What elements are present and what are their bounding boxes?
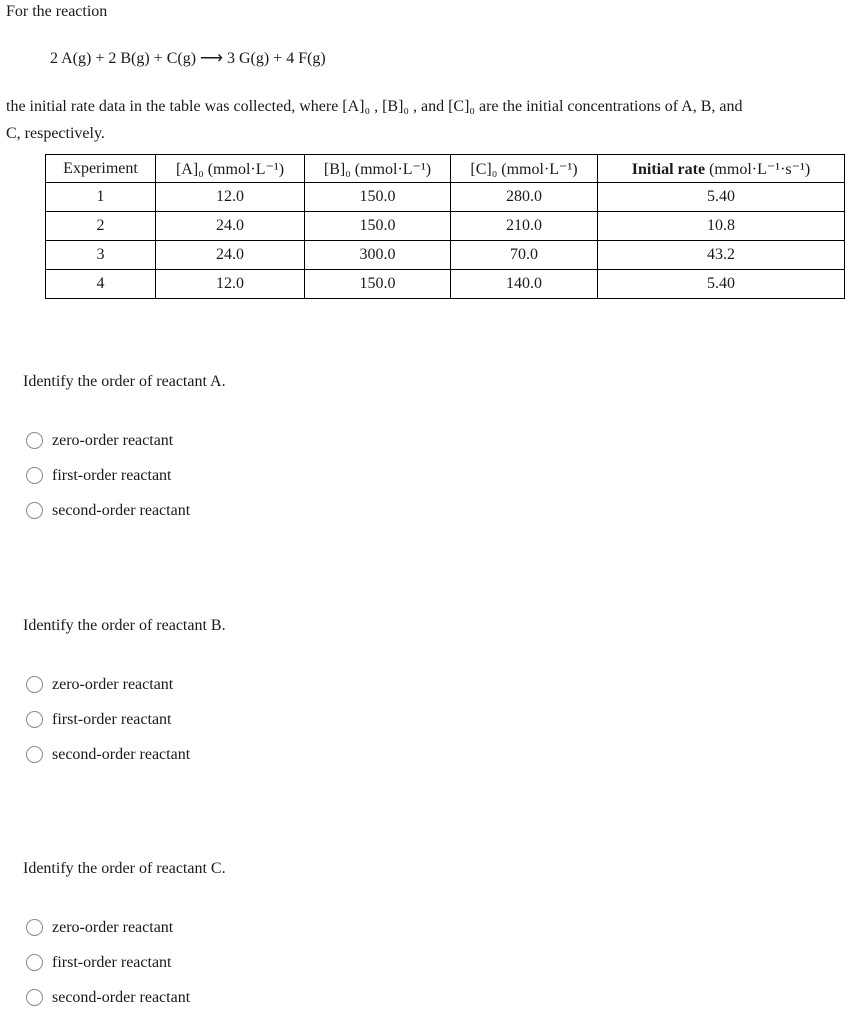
option-label: second-order reactant (52, 745, 191, 763)
option-label: zero-order reactant (52, 431, 174, 449)
cell-c: 280.0 (451, 183, 598, 212)
intro-text: For the reaction (6, 3, 108, 20)
option-label: second-order reactant (52, 988, 191, 1006)
radio-button[interactable] (26, 467, 43, 484)
question-b-prompt: Identify the order of reactant B. (23, 617, 226, 634)
radio-button[interactable] (26, 954, 43, 971)
radio-button[interactable] (26, 919, 43, 936)
description (6, 93, 856, 147)
header-initial-rate (598, 155, 845, 183)
header-rate-label: Initial rate (631, 160, 706, 178)
question-c-option-second[interactable] (26, 980, 190, 1015)
cell-experiment: 1 (46, 183, 156, 212)
radio-button[interactable] (26, 746, 43, 763)
table-row (46, 241, 845, 270)
radio-button[interactable] (26, 432, 43, 449)
header-c-concentration: [C]₀ (mmol·L⁻¹) (451, 155, 598, 183)
option-label: zero-order reactant (52, 675, 174, 693)
radio-button[interactable] (26, 502, 43, 519)
cell-a: 12.0 (156, 183, 305, 212)
question-c-option-zero[interactable] (26, 910, 190, 945)
header-experiment: Experiment (46, 155, 156, 183)
table-row (46, 270, 845, 299)
option-label: first-order reactant (52, 466, 172, 484)
cell-rate: 43.2 (598, 241, 845, 270)
table-header-row (46, 155, 845, 183)
cell-c: 210.0 (451, 212, 598, 241)
radio-button[interactable] (26, 711, 43, 728)
cell-rate: 10.8 (598, 212, 845, 241)
radio-button[interactable] (26, 989, 43, 1006)
question-b-option-first[interactable] (26, 702, 190, 737)
question-c-prompt: Identify the order of reactant C. (23, 860, 226, 877)
cell-a: 24.0 (156, 212, 305, 241)
table-row (46, 183, 845, 212)
header-a-concentration: [A]₀ (mmol·L⁻¹) (156, 155, 305, 183)
question-a-options (26, 423, 190, 528)
question-b-options (26, 667, 190, 772)
cell-b: 150.0 (305, 183, 451, 212)
option-label: first-order reactant (52, 953, 172, 971)
description-line-2: C, respectively. (6, 125, 105, 142)
option-label: first-order reactant (52, 710, 172, 728)
header-rate-unit: (mmol·L⁻¹·s⁻¹) (709, 160, 811, 178)
cell-experiment: 3 (46, 241, 156, 270)
reaction-equation: 2 A(g) + 2 B(g) + C(g) ⟶ 3 G(g) + 4 F(g) (50, 50, 326, 67)
cell-rate: 5.40 (598, 183, 845, 212)
option-label: second-order reactant (52, 501, 191, 519)
question-a-option-zero[interactable] (26, 423, 190, 458)
cell-c: 70.0 (451, 241, 598, 270)
cell-rate: 5.40 (598, 270, 845, 299)
header-b-concentration: [B]₀ (mmol·L⁻¹) (305, 155, 451, 183)
cell-b: 150.0 (305, 212, 451, 241)
cell-b: 300.0 (305, 241, 451, 270)
option-label: zero-order reactant (52, 918, 174, 936)
question-c-options (26, 910, 190, 1015)
description-line-1: the initial rate data in the table was collected, where [A]₀ , [B]₀ , and [C]₀ are the initial concentrations of A, B, and (6, 98, 743, 115)
question-b-option-second[interactable] (26, 737, 190, 772)
cell-a: 24.0 (156, 241, 305, 270)
cell-c: 140.0 (451, 270, 598, 299)
rate-data-table (45, 154, 845, 299)
radio-button[interactable] (26, 676, 43, 693)
question-a-prompt: Identify the order of reactant A. (23, 373, 226, 390)
cell-experiment: 4 (46, 270, 156, 299)
question-a-option-first[interactable] (26, 458, 190, 493)
question-b-option-zero[interactable] (26, 667, 190, 702)
cell-a: 12.0 (156, 270, 305, 299)
cell-experiment: 2 (46, 212, 156, 241)
cell-b: 150.0 (305, 270, 451, 299)
question-a-option-second[interactable] (26, 493, 190, 528)
question-c-option-first[interactable] (26, 945, 190, 980)
table-row (46, 212, 845, 241)
